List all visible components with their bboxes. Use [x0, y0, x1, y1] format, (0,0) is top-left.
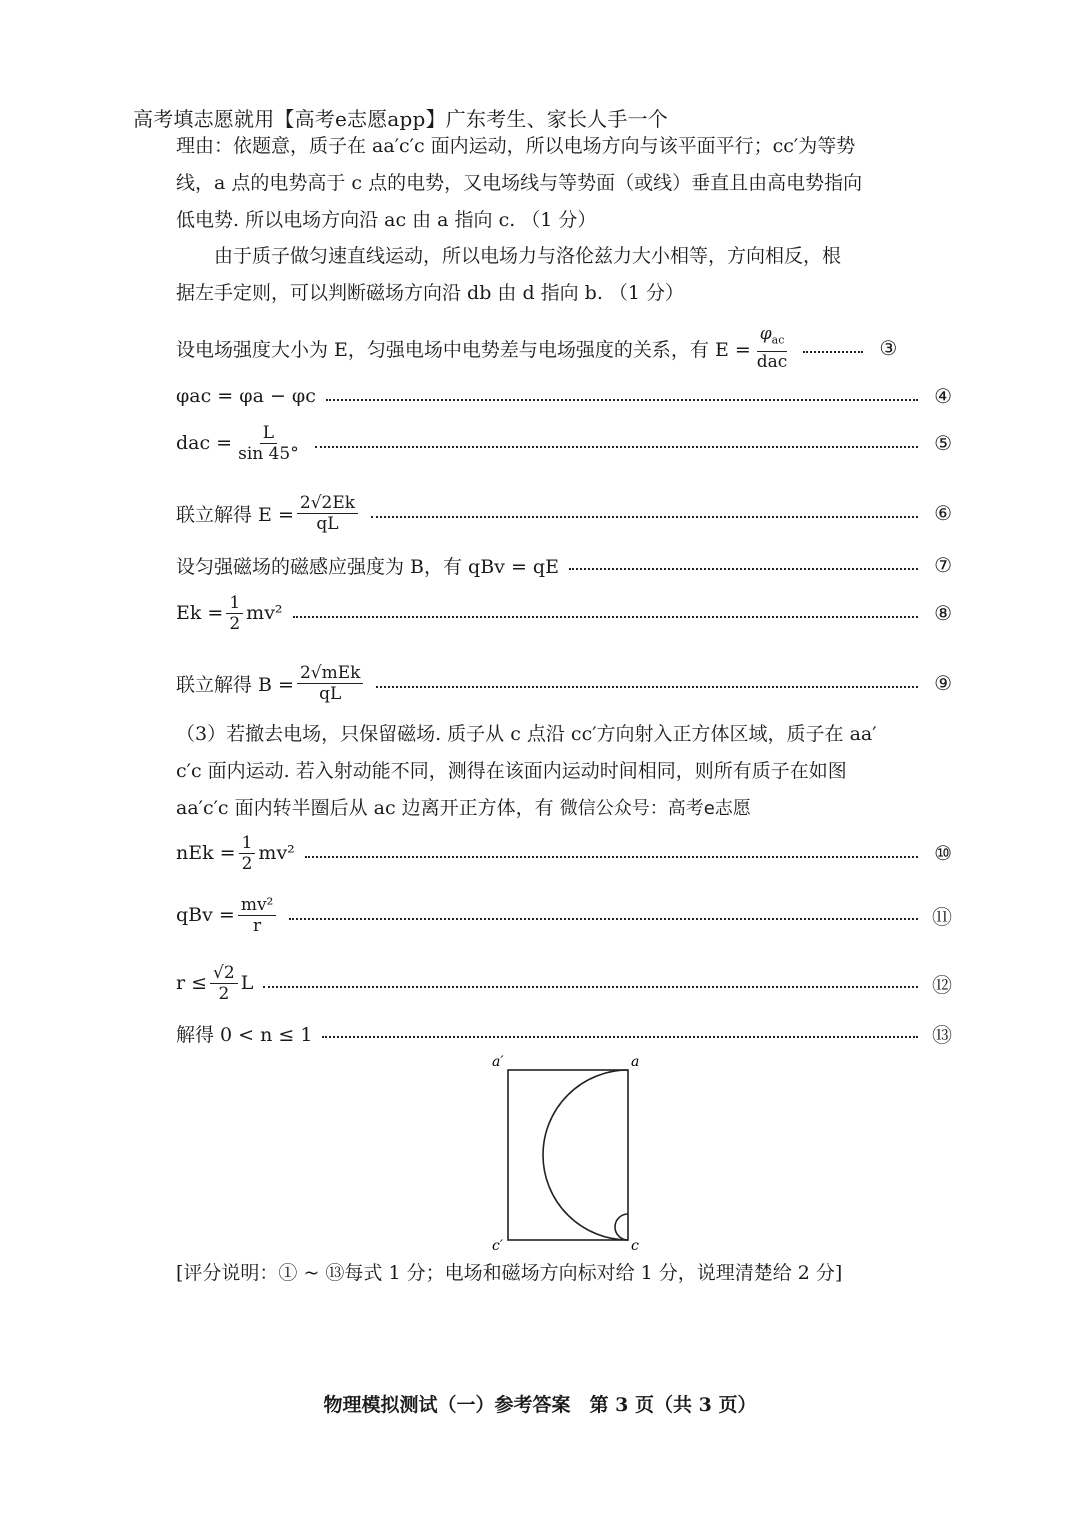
para2-line-2: 据左手定则，可以判断磁场方向沿 db 由 d 指向 b. （1 分） [176, 282, 685, 304]
label-c: c [631, 1238, 639, 1252]
eq12-den: 2 [218, 983, 230, 1004]
eq3-den: dac [756, 351, 788, 372]
eq8-leader [293, 616, 918, 618]
eq6-den: qL [316, 513, 339, 534]
eq12-leader [263, 986, 918, 988]
equation-12 [176, 960, 952, 1006]
eq10-tail: mv² [258, 842, 295, 864]
part-3-paragraph [176, 716, 952, 827]
eq3-fraction: $\frac{\varphi_{ac}}{\text{dac}}$ [754, 324, 791, 371]
eq9-num: 2√mEk [297, 663, 363, 684]
equation-13 [176, 1013, 952, 1053]
part3-line-3 [176, 790, 952, 827]
eq8-tail: mv² [246, 602, 283, 624]
part3-line-1: （3）若撤去电场，只保留磁场. 质子从 c 点沿 cc′方向射入正方体区域，质子在 aa′ [176, 723, 877, 745]
eq10-mark: ⑩ [934, 841, 952, 865]
eq12-lead: r ≤ [176, 972, 208, 994]
trajectory-diagram [488, 1052, 648, 1252]
equation-4 [176, 376, 952, 416]
eq9-den: qL [319, 683, 342, 704]
small-semicircle-path [615, 1214, 628, 1240]
eq10-fraction [239, 833, 256, 874]
eq3-mark: ③ [879, 336, 898, 360]
eq8-mark: ⑧ [934, 601, 952, 625]
equation-7 [176, 545, 952, 585]
eq11-leader [289, 918, 918, 920]
eq4-text: φac = φa − φc [176, 385, 316, 407]
label-a-prime: a′ [492, 1054, 504, 1070]
eq12-mark: ⑫ [932, 972, 952, 997]
page-header: 高考填志愿就用【高考e志愿app】广东考生、家长人手一个 [133, 107, 668, 131]
eq8-fraction [226, 593, 243, 634]
eq10-leader [305, 856, 918, 858]
equation-8 [176, 590, 952, 636]
grading-note: [评分说明：① ~ ⑬每式 1 分；电场和磁场方向标对给 1 分，说理清楚给 2 分] [176, 1262, 843, 1284]
eq4-leader [326, 399, 918, 401]
eq10-num: 1 [239, 833, 256, 854]
eq12-fraction [210, 963, 238, 1004]
eq3-leader [803, 351, 863, 353]
equation-10 [176, 830, 952, 876]
eq12-tail: L [240, 972, 254, 994]
eq7-leader [569, 568, 918, 570]
eq4-mark: ④ [934, 384, 952, 408]
para2-line-1: 由于质子做匀速直线运动，所以电场力与洛伦兹力大小相等，方向相反，根 [214, 245, 842, 267]
equation-6 [176, 490, 952, 536]
eq7-text: 设匀强磁场的磁感应强度为 B，有 qBv = qE [176, 555, 559, 578]
eq11-mark: ⑪ [932, 904, 952, 929]
eq8-lead: Ek = [176, 602, 224, 624]
eq8-num: 1 [226, 593, 243, 614]
eq5-lead: dac = [176, 432, 233, 454]
eq10-den: 2 [241, 853, 253, 874]
eq10-lead: nEk = [176, 842, 236, 864]
eq13-leader [322, 1036, 918, 1038]
equation-5 [176, 420, 952, 466]
eq5-num: L [260, 423, 277, 444]
reason-paragraph [176, 128, 952, 239]
eq13-mark: ⑬ [932, 1022, 952, 1047]
eq7-mark: ⑦ [934, 553, 952, 577]
eq9-fraction [297, 663, 363, 704]
eq6-leader [371, 516, 918, 518]
eq13-text: 解得 0 < n ≤ 1 [176, 1023, 313, 1046]
eq11-den: r [253, 915, 262, 936]
eq6-num: 2√2Ek [297, 493, 358, 514]
eq6-fraction [297, 493, 358, 534]
large-semicircle-path [543, 1070, 628, 1240]
equation-11 [176, 892, 952, 938]
eq6-lead: 联立解得 E = [176, 503, 294, 526]
part3-line-2: c′c 面内运动. 若入射动能不同，测得在该面内运动时间相同，则所有质子在如图 [176, 760, 847, 782]
label-c-prime: c′ [492, 1238, 504, 1252]
eq3-lead: 设电场强度大小为 E，匀强电场中电势差与电场强度的关系，有 E = [176, 338, 751, 361]
eq5-fraction [235, 423, 302, 464]
equation-3 [176, 325, 952, 371]
eq11-fraction [238, 895, 277, 936]
eq9-lead: 联立解得 B = [176, 673, 294, 696]
watermark-text: 微信公众号：高考e志愿 [559, 798, 751, 819]
eq8-den: 2 [229, 613, 241, 634]
part3-line-3-text: aa′c′c 面内转半圈后从 ac 边离开正方体，有 [176, 797, 554, 819]
eq5-leader [315, 446, 918, 448]
eq11-num: mv² [238, 895, 277, 916]
reason-line-3: 低电势. 所以电场方向沿 ac 由 a 指向 c. （1 分） [176, 209, 597, 231]
paragraph-2 [176, 238, 952, 312]
eq9-leader [376, 686, 918, 688]
reason-line-2: 线，a 点的电势高于 c 点的电势，又电场线与等势面（或线）垂直且由高电势指向 [176, 172, 863, 194]
eq11-lead: qBv = [176, 904, 235, 926]
eq5-den: sin 45° [238, 443, 299, 464]
eq12-num: √2 [210, 963, 238, 984]
eq6-mark: ⑥ [934, 501, 952, 525]
reason-line-1: 理由：依题意，质子在 aa′c′c 面内运动，所以电场方向与该平面平行；cc′为等势 [176, 135, 856, 157]
eq5-mark: ⑤ [934, 431, 952, 455]
equation-9 [176, 660, 952, 706]
label-a: a [631, 1054, 640, 1070]
page-footer: 物理模拟测试（一）参考答案 第 3 页（共 3 页） [323, 1394, 757, 1416]
eq9-mark: ⑨ [934, 671, 952, 695]
